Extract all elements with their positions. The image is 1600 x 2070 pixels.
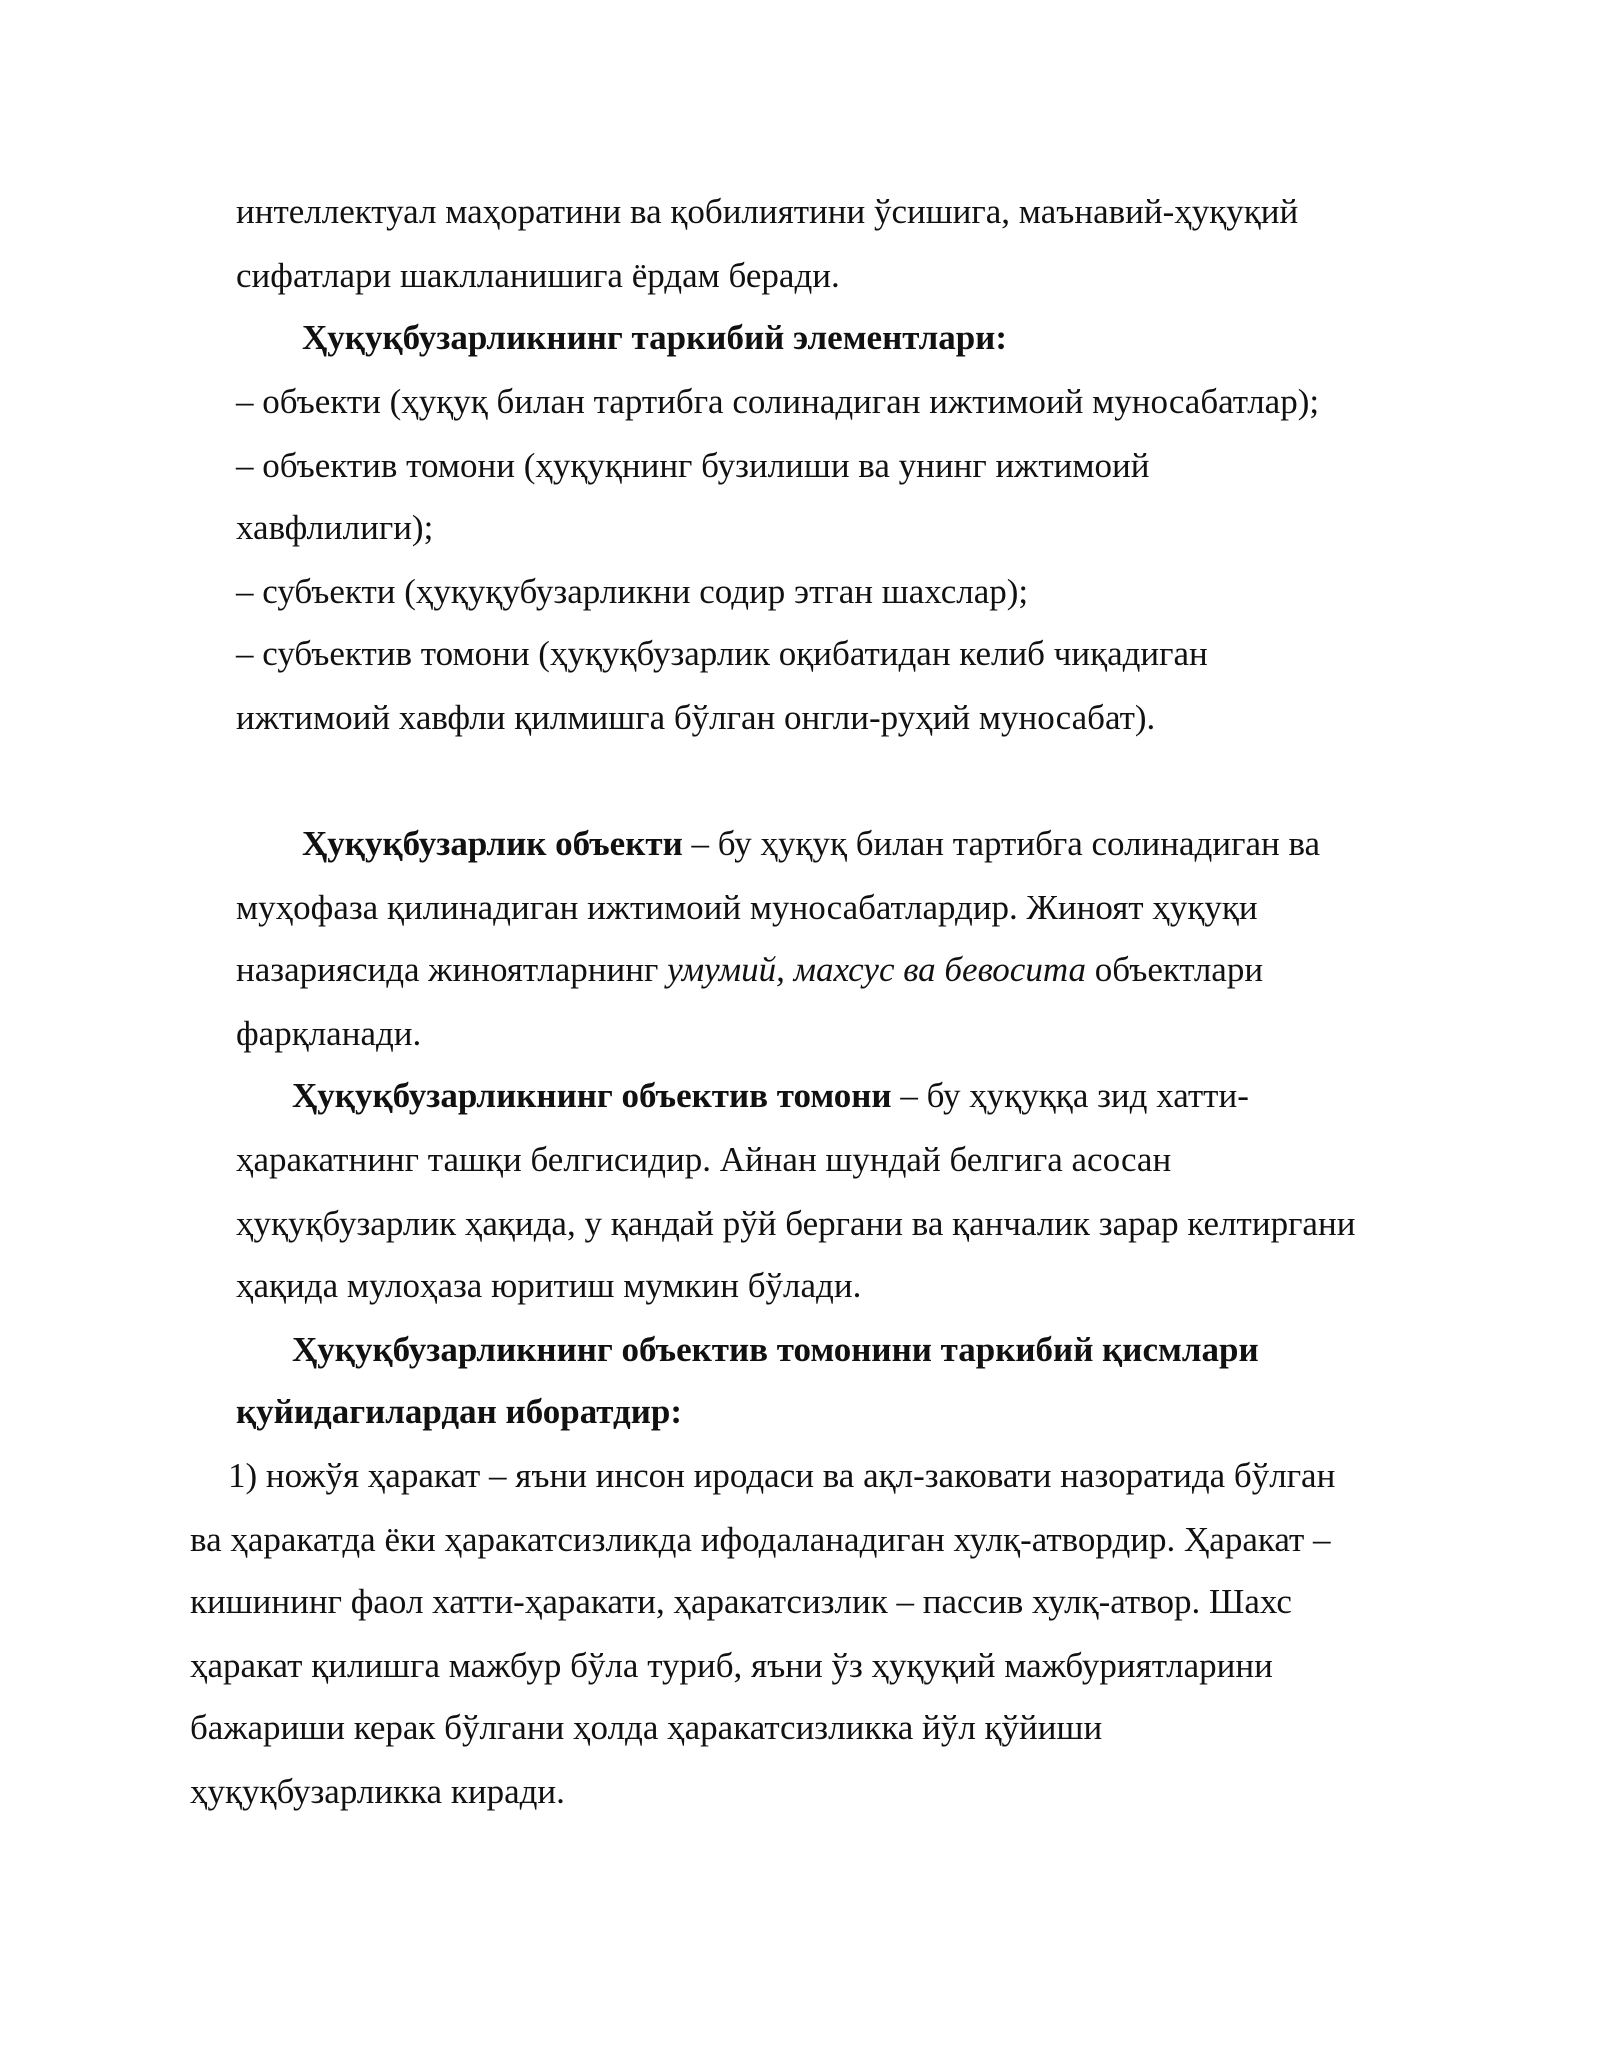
- list-item: – объекти (ҳуқуқ билан тартибга солинадиган ижтимоий муносабатлар);: [236, 382, 1320, 421]
- text-line: фарқланади.: [236, 1014, 422, 1053]
- section-heading: Ҳуқуқбузарликнинг таркибий элементлари:: [302, 318, 1007, 357]
- paragraph-object: [302, 822, 1320, 866]
- text-line: ҳуқуқбузарликка киради.: [190, 1772, 565, 1811]
- text-line: бажариши керак бўлгани ҳолда ҳаракатсизликка йўл қўйиши: [190, 1708, 1103, 1747]
- list-item: – субъекти (ҳуқуқубузарликни содир этган шахслар);: [236, 572, 1029, 611]
- text-run: объектлари: [1086, 950, 1264, 989]
- text-line: ҳаракат қилишга мажбур бўла туриб, яъни ўз ҳуқуқий мажбуриятларини: [190, 1646, 1273, 1685]
- list-item: – субъектив томони (ҳуқуқбузарлик оқибатидан келиб чиқадиган: [236, 634, 1208, 673]
- paragraph-objective-side: [292, 1074, 1249, 1118]
- text-line: [236, 948, 1263, 992]
- text-line: сифатлари шаклланишига ёрдам беради.: [236, 256, 840, 295]
- text-line: ҳуқуқбузарлик ҳақида, у қандай рўй бергани ва қанчалик зарар келтиргани: [236, 1204, 1356, 1243]
- list-item-continuation: ижтимоий хавфли қилмишга бўлган онгли-руҳий муносабат).: [236, 698, 1156, 737]
- list-item: – объектив томони (ҳуқуқнинг бузилиши ва унинг ижтимоий: [236, 446, 1150, 485]
- text-line: ва ҳаракатда ёки ҳаракатсизликда ифодаланадиган хулқ-атвордир. Ҳаракат –: [190, 1520, 1331, 1559]
- section-heading: Ҳуқуқбузарликнинг объектив томонини таркибий қисмлари: [292, 1330, 1259, 1369]
- list-item-continuation: хавфлилиги);: [236, 508, 434, 547]
- term-bold: Ҳуқуқбузарликнинг объектив томони: [292, 1076, 892, 1115]
- text-line: кишининг фаол хатти-ҳаракати, ҳаракатсизлик – пассив хулқ-атвор. Шахс: [190, 1582, 1292, 1621]
- text-line: интеллектуал маҳоратини ва қобилиятини ўсишига, маънавий-ҳуқуқий: [236, 192, 1299, 231]
- text-run: – бу ҳуқуққа зид хатти-: [891, 1076, 1249, 1115]
- term-bold: Ҳуқуқбузарлик объекти: [302, 824, 683, 863]
- text-run: – бу ҳуқуқ билан тартибга солинадиган ва: [682, 824, 1321, 863]
- numbered-item: 1) ножўя ҳаракат – яъни инсон иродаси ва ақл-заковати назоратида бўлган: [228, 1456, 1336, 1495]
- text-line: ҳақида мулоҳаза юритиш мумкин бўлади.: [236, 1266, 862, 1305]
- text-run: назариясида жиноятларнинг: [236, 950, 668, 989]
- text-line: муҳофаза қилинадиган ижтимоий муносабатлардир. Жиноят ҳуқуқи: [236, 888, 1258, 927]
- text-line: ҳаракатнинг ташқи белгисидир. Айнан шундай белгига асосан: [236, 1140, 1172, 1179]
- term-italic: умумий, махсус ва бевосита: [667, 950, 1087, 989]
- section-heading-continuation: қуйидагилардан иборатдир:: [236, 1392, 683, 1431]
